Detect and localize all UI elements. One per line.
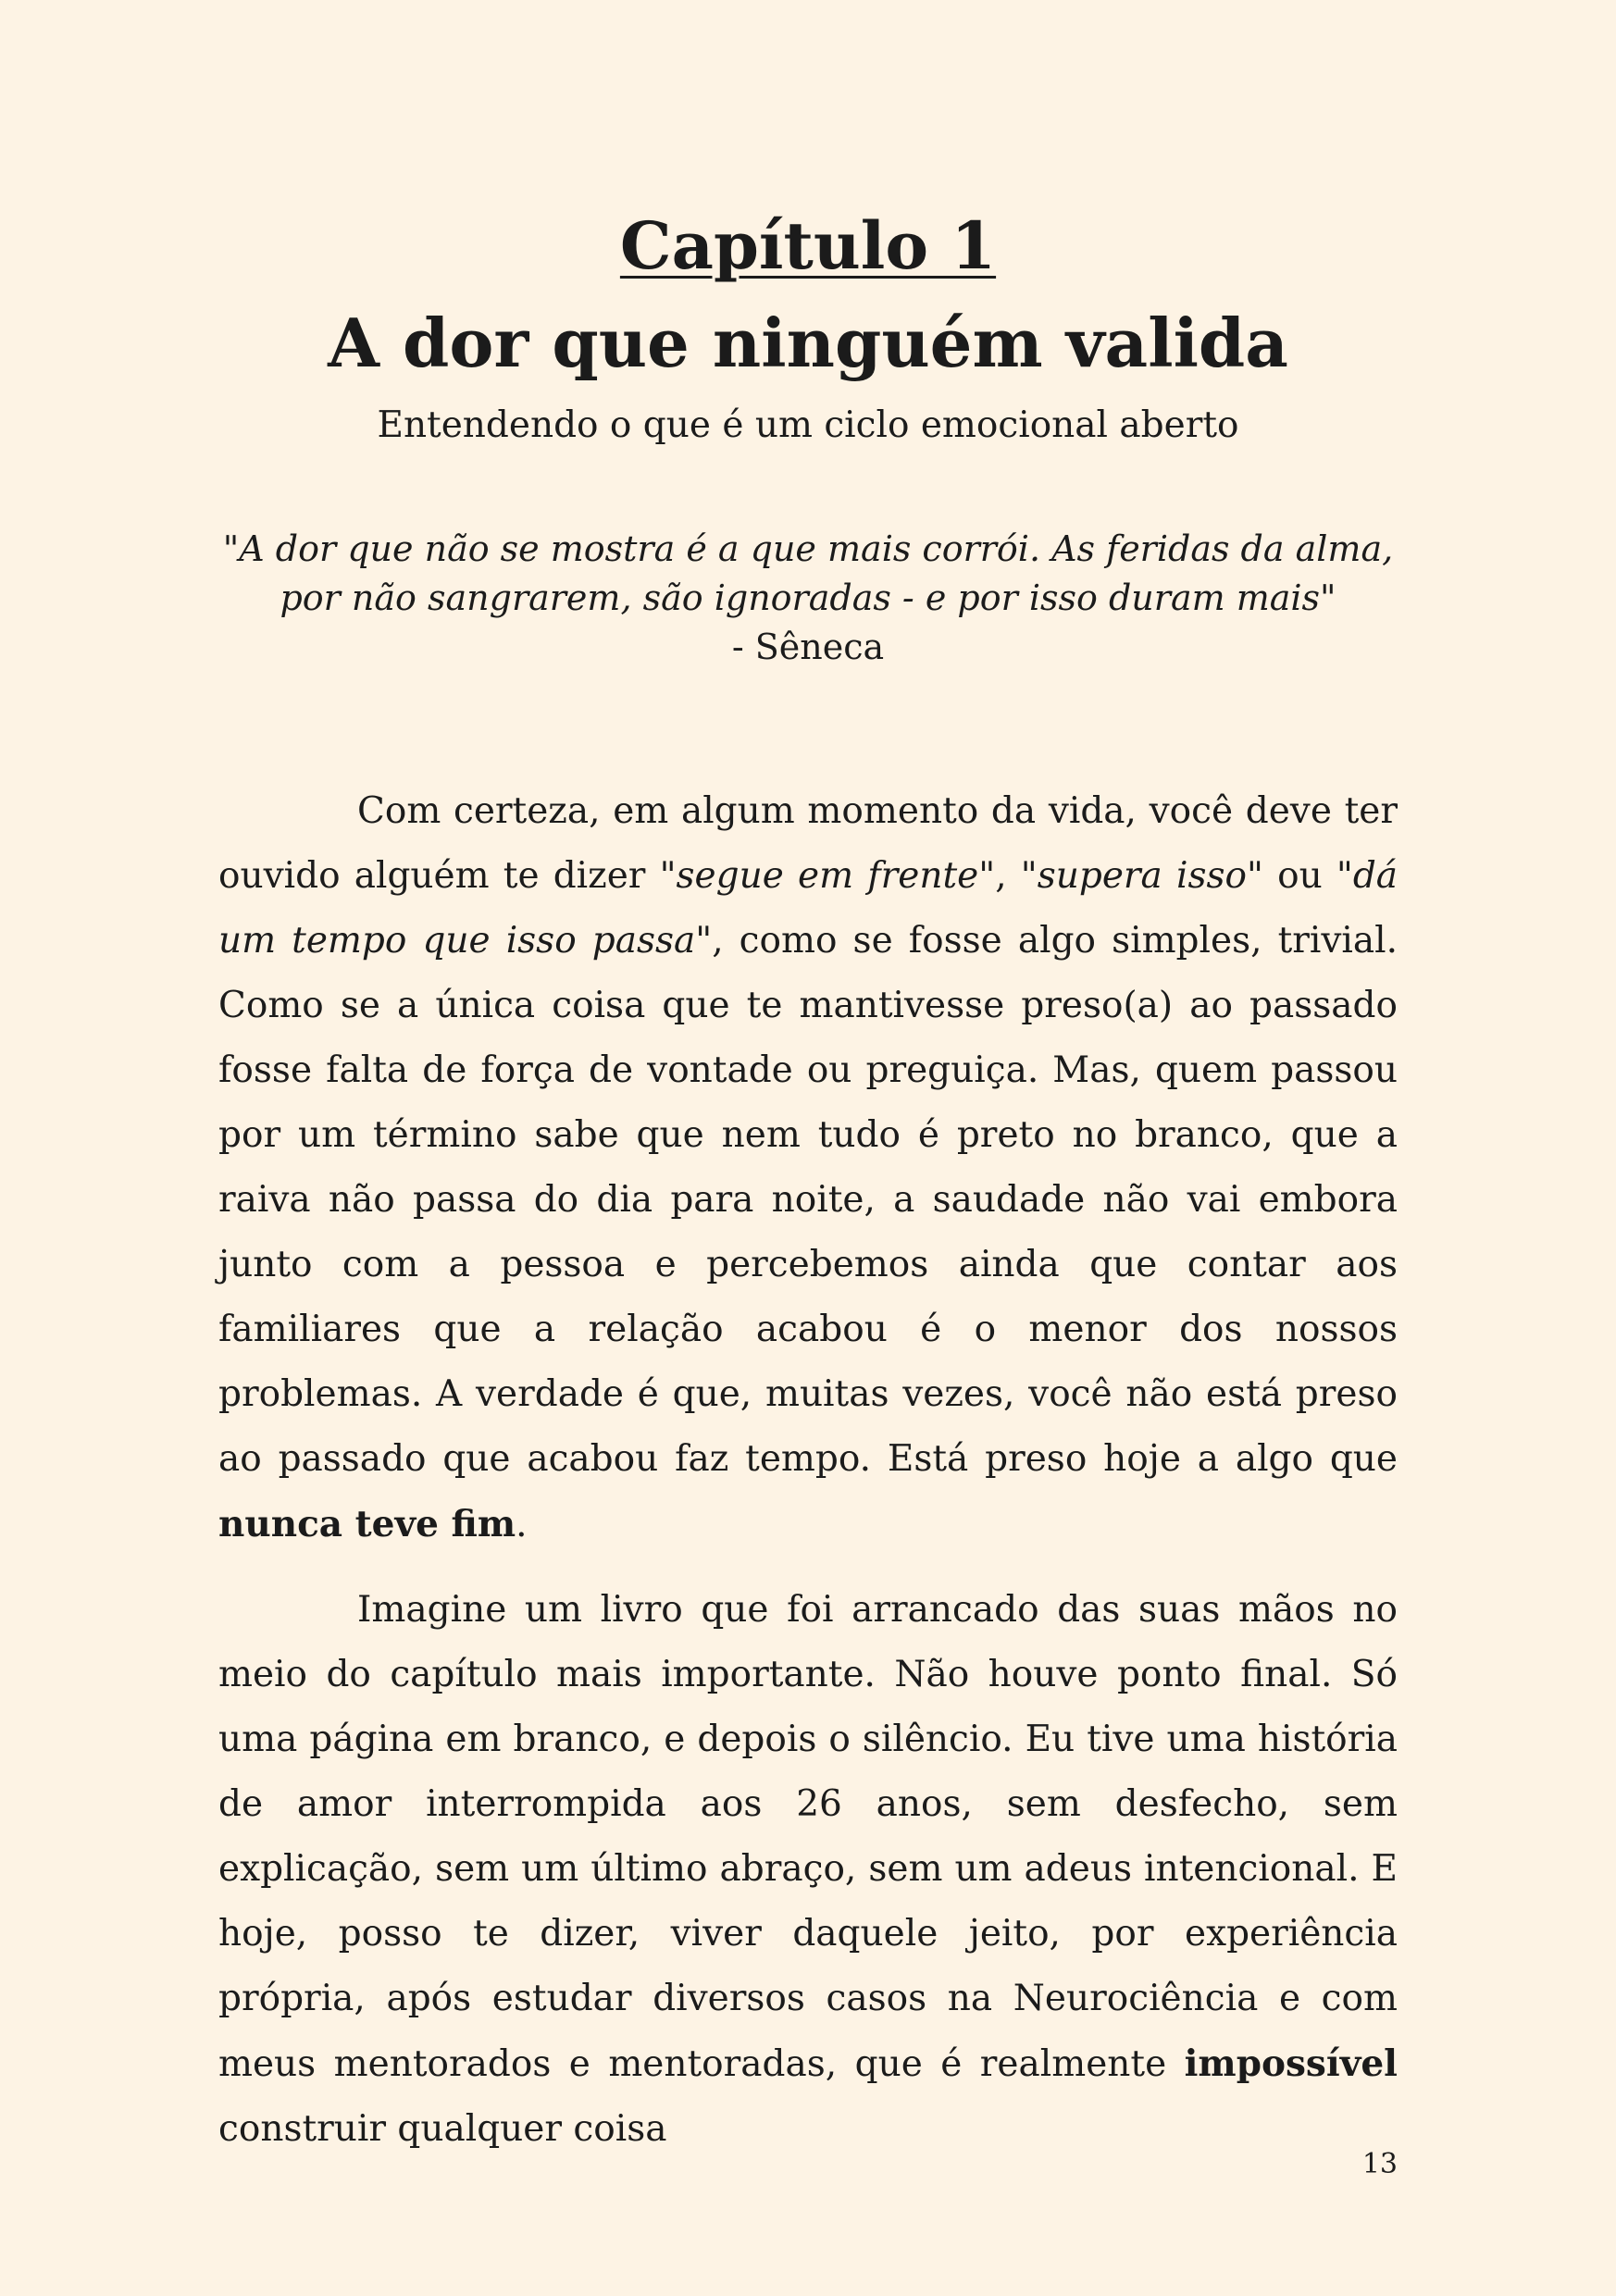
chapter-subtitle: Entendendo o que é um ciclo emocional aberto — [377, 404, 1239, 446]
p1-bold-1: nunca teve fim — [218, 1503, 516, 1545]
chapter-title: A dor que ninguém valida — [328, 304, 1288, 382]
p1-quote-2: supera isso — [1037, 855, 1247, 897]
p2-bold-1: impossível — [1184, 2042, 1398, 2085]
p1-text-2: ", " — [978, 855, 1038, 897]
epigraph-author: - Sêneca — [731, 627, 885, 667]
p1-text-5: . — [516, 1504, 528, 1545]
p1-text-4: , como se fosse algo simples, trivial. Como se a única coisa que te mantivesse preso(a) ao passado fosse falta de força de vontade ou preguiça. Mas, quem passou por um término sabe que nem tudo é preto no branco, que a raiva não passa do dia para noite, a saudade não vai embora junto com a pessoa e percebemos ainda que contar aos familiares que a relação acabou é o menor dos nossos problemas. A verdade é que, muitas vezes, você não está preso ao passado que acabou faz tempo. Está preso hoje a algo que — [218, 920, 1398, 1480]
p1-text-1: Com certeza, em algum momento da vida, você deve ter ouvido alguém te dizer " — [218, 790, 1398, 897]
p2-text-1: Imagine um livro que foi arrancado das suas mãos no meio do capítulo mais importante. Não houve ponto final. Só uma página em branco, e depois o silêncio. Eu tive uma história de amor interrompida aos 26 anos, sem desfecho, sem explicação, sem um último abraço, sem um adeus intencional. E hoje, posso te dizer, viver daquele jeito, por experiência própria, após estudar diversos casos na Neurociência e com meus mentorados e mentoradas, que é realmente — [218, 1589, 1398, 2085]
page-number: 13 — [1361, 2148, 1398, 2180]
chapter-label — [0, 209, 1616, 284]
paragraph-2 — [218, 1578, 1398, 2162]
p1-quote-3: "dá um tempo que isso passa" — [218, 855, 1398, 962]
p2-text-2: construir qualquer coisa — [218, 2108, 667, 2150]
p1-quote-1: segue em frente — [676, 855, 979, 897]
paragraph-1 — [218, 779, 1398, 1558]
p1-text-3: " ou — [1246, 855, 1336, 897]
epigraph-quote: "A dor que não se mostra é a que mais corrói. As feridas da alma, por não sangrarem, são ignoradas - e por isso duram mais" — [222, 528, 1394, 618]
body-text — [218, 779, 1398, 2182]
chapter-label-text: Capítulo 1 — [619, 207, 997, 284]
epigraph — [204, 525, 1412, 672]
